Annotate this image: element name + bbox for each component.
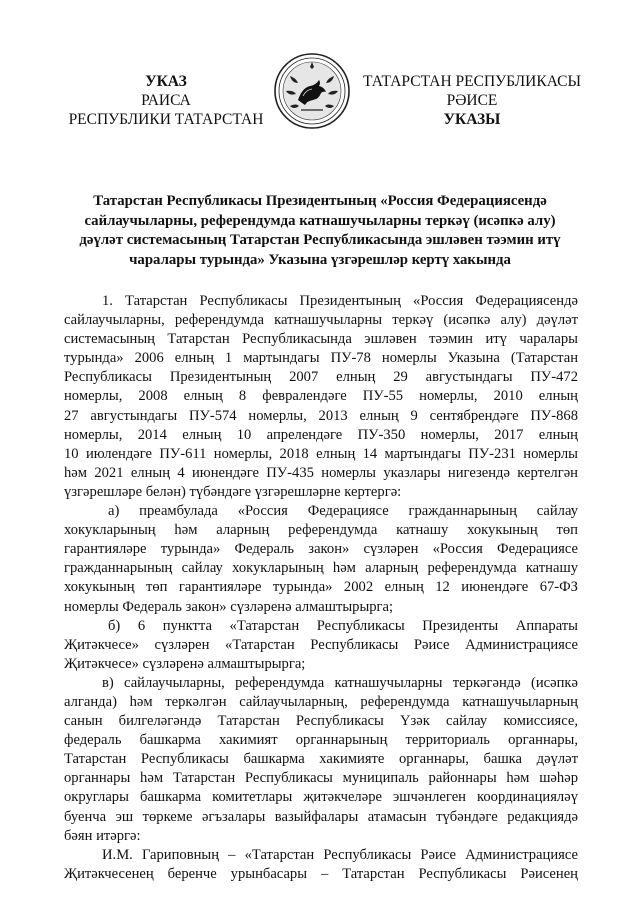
body-line: сайлаучыларны, референдумда катнашучыларны теркәү (исәпкә алу) дәүләт — [64, 312, 578, 329]
body-line: Җитәкчесе» сүзләренә алмаштырырга; — [64, 655, 306, 672]
body-line: турында» 2006 елның 1 мартындагы ПУ-78 номерлы Указына (Татарстан — [64, 350, 578, 367]
body-line: хокукының төп гарантияләре турында» 2002 елның 12 июнендәге 67-ФЗ — [64, 579, 578, 596]
header-right-head: РӘИСЕ — [446, 92, 498, 109]
title-line: чаралары турында» Указына үзгәрешләр кертү хакында — [129, 251, 511, 268]
header-left-decree: УКАЗ — [145, 73, 187, 90]
header-right-decree: УКАЗЫ — [443, 111, 501, 128]
header-right-republic: ТАТАРСТАН РЕСПУБЛИКАСЫ — [363, 73, 581, 90]
paragraph-v — [64, 674, 578, 846]
document-title — [70, 192, 570, 270]
paragraph-garipov — [64, 846, 578, 884]
tatarstan-coat-of-arms-icon — [273, 52, 351, 130]
body-line: 27 августындагы ПУ-574 номерлы, 2013 елның 9 сентябрендәге ПУ-868 — [64, 407, 578, 424]
body-line: гарантияләре турында» Федераль закон» сүзләрен «Россия Федерациясе — [64, 541, 578, 558]
body-line: Республикасы Президентының 2007 елның 29 августындагы ПУ-472 — [64, 369, 578, 386]
body-line: санын билгеләгәндә Татарстан Республикасы Үзәк сайлау комиссиясе, — [64, 713, 578, 730]
title-line: дәүләт системасының Татарстан Республикасында эшләвен тәэмин итү — [79, 232, 561, 248]
body-line: а) преамбулада «Россия Федерациясе гражданнарының сайлау — [108, 503, 578, 520]
header-right-block — [352, 72, 592, 129]
paragraph-1 — [64, 292, 578, 502]
body-line: органнары һәм Татарстан Республикасы муниципаль районнары һәм шәһәр — [64, 770, 578, 787]
body-line: Татарстан Республикасы башкарма хакимияте органнары, башка дәүләт — [64, 751, 578, 768]
body-line: алганда) һәм теркәлгән сайлаучыларның, референдумда катнашучыларның — [64, 693, 578, 710]
body-line: федераль башкарма хакимият органнарының территориаль органнары, — [64, 732, 578, 749]
body-line: һәм 2021 елның 4 июнендәге ПУ-435 номерлы указлары нигезендә кертелгән — [64, 464, 578, 481]
document-body — [64, 292, 578, 884]
paragraph-a — [64, 502, 578, 617]
body-line: гражданнарының сайлау хокукларының һәм аларның референдумда катнашу — [64, 560, 578, 577]
body-line: үзгәрешләре белән) түбәндәге үзгәрешләрне кертергә: — [64, 483, 402, 500]
body-line: буенча эш төркеме әгъзалары вазыйфалары атамасын түбәндәге редакциядә — [64, 808, 578, 825]
body-line: системасының Татарстан Республикасында эшләвен тәэмин итү чаралары — [64, 331, 578, 348]
body-line: И.М. Гариповның – «Татарстан Республикасы Рәисе Администрациясе — [102, 846, 578, 863]
body-line: 1. Татарстан Республикасы Президентының «Россия Федерациясендә — [102, 293, 578, 309]
body-line: номерлы Федераль закон» сүзләренә алмаштырырга; — [64, 598, 394, 615]
body-line: бәян итәргә: — [64, 827, 141, 844]
title-line: сайлаучыларны, референдумда катнашучыларны теркәү (исәпкә алу) — [84, 212, 556, 229]
body-line: Җитәкчесенең беренче урынбасары – Татарстан Республикасы Рәисенең — [64, 865, 578, 882]
body-line: 10 июлендәге ПУ-611 номерлы, 2018 елның 14 мартындагы ПУ-231 номерлы — [64, 445, 578, 462]
body-line: хокукларының һәм аларның референдумда катнашу хокукының төп — [64, 522, 578, 539]
body-line: округлары башкарма комитетлары җитәкчеләре эшчәнлеген координацияләү — [64, 789, 578, 806]
body-line: номерлы, 2014 елның 10 апрелендәге ПУ-350 номерлы, 2017 елның — [64, 426, 578, 443]
header-left-head: РАИСА — [141, 92, 191, 109]
paragraph-b — [64, 617, 578, 674]
header-left-republic: РЕСПУБЛИКИ ТАТАРСТАН — [68, 111, 264, 128]
body-line: б) 6 пунктта «Татарстан Республикасы Президенты Аппараты — [108, 617, 578, 634]
body-line: в) сайлаучыларны, референдумда катнашучыларны теркәгәндә (исәпкә — [102, 674, 578, 691]
body-line: Җитәкчесе» сүзләрен «Татарстан Республикасы Рәисе Администрациясе — [64, 636, 578, 653]
header-left-block — [56, 72, 276, 129]
title-line: Татарстан Республикасы Президентының «Россия Федерациясендә — [93, 193, 547, 209]
body-line: номерлы, 2008 елның 8 февралендәге ПУ-55 номерлы, 2010 елның — [64, 388, 578, 405]
